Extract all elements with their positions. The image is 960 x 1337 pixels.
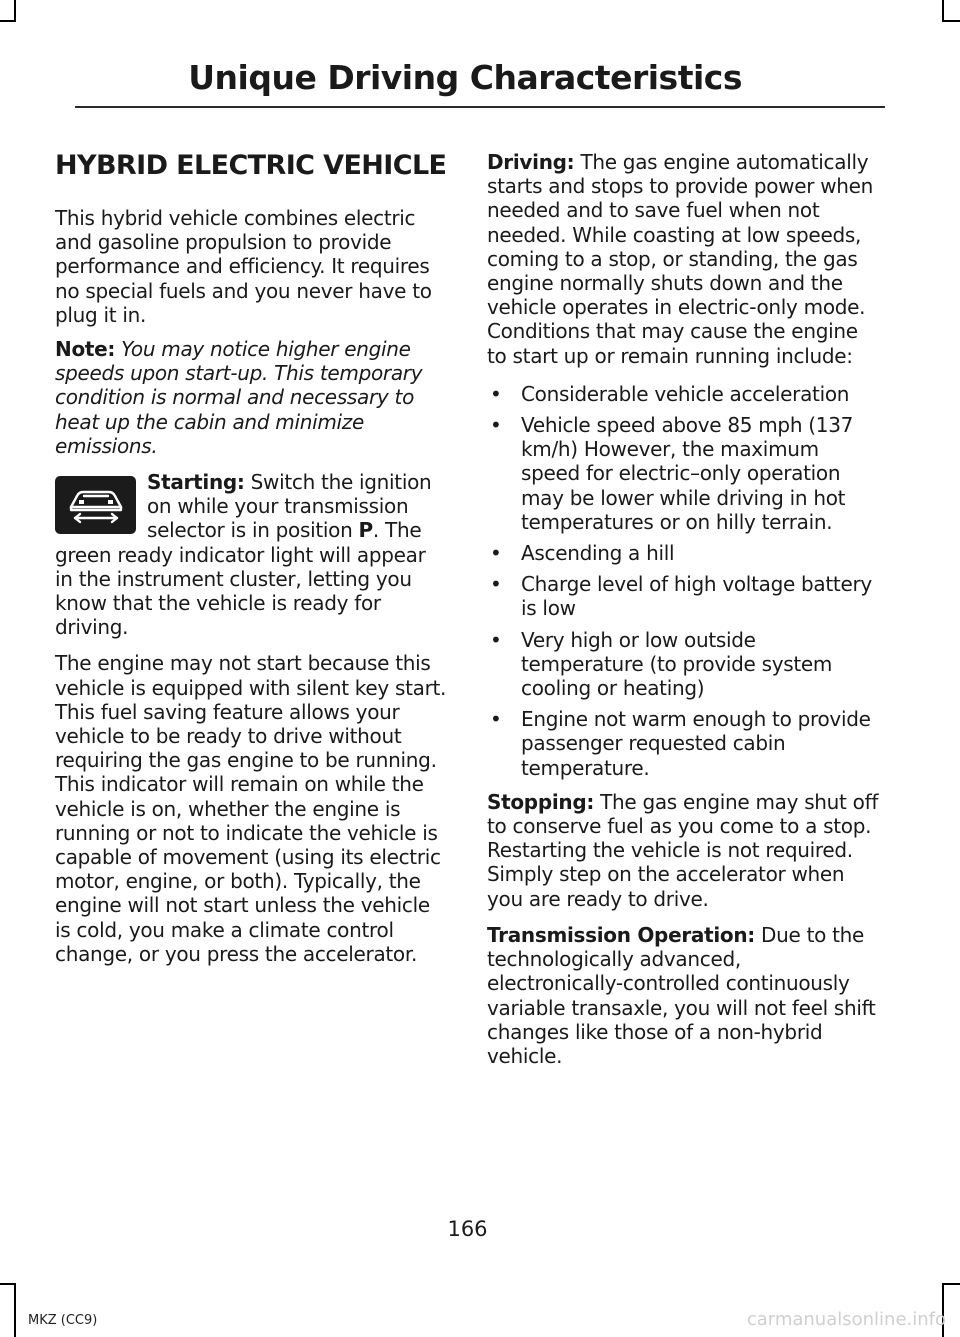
list-item: [487, 572, 880, 620]
intro-paragraph: This hybrid vehicle combines electric and gasoline propulsion to provide performance and efficiency. It requires no special fuels and you never have to plug it in.: [55, 206, 432, 327]
bullet-glyph: •: [490, 572, 502, 597]
starting-text-b: . The green ready indicator light will appear in the instrument cluster, letting you know that the vehicle is ready for driving.: [55, 518, 426, 640]
driving-paragraph: [487, 150, 880, 368]
list-item-text: Charge level of high voltage battery is low: [521, 572, 872, 621]
bullet-glyph: •: [490, 413, 502, 438]
note-label: Note:: [55, 337, 116, 362]
note-text: You may notice higher engine speeds upon start-up. This temporary condition is normal and necessary to heat up the cabin and minimize emissions.: [55, 337, 423, 458]
crop-mark-top-left-h: [0, 20, 16, 22]
crop-mark-top-left-v: [14, 0, 16, 22]
selector-position-p: P: [358, 518, 373, 543]
section-heading: HYBRID ELECTRIC VEHICLE: [55, 150, 447, 181]
stopping-paragraph: [487, 790, 880, 911]
header-rule: [75, 106, 885, 108]
starting-paragraph: [55, 470, 447, 639]
stopping-text: The gas engine may shut off to conserve fuel as you come to a stop. Restarting the vehicle is not required. Simply step on the accelerator when you are ready to drive.: [487, 789, 879, 911]
crop-mark-top-right-h: [942, 20, 960, 22]
crop-mark-bottom-left-v: [14, 1283, 16, 1337]
starting-label: Starting:: [147, 470, 245, 495]
crop-mark-top-right-v: [942, 0, 944, 22]
starting-text-a: Switch the ignition on while your transmission selector is in position: [147, 470, 432, 543]
transmission-text: Due to the technologically advanced, electronically-controlled continuously variable transaxle, you will not feel shift changes like those of a non-hybrid vehicle.: [487, 922, 876, 1068]
left-column: [55, 150, 447, 976]
ready-indicator-car-icon: [55, 476, 136, 534]
transmission-label: Transmission Operation:: [487, 922, 755, 947]
crop-mark-bottom-left-h: [0, 1283, 16, 1285]
list-item-text: Very high or low outside temperature (to provide system cooling or heating): [521, 627, 833, 701]
note-paragraph: [55, 337, 447, 458]
list-item-text: Engine not warm enough to provide passenger requested cabin temperature.: [521, 707, 871, 780]
watermark-text: carmanualsonline.info: [746, 1309, 946, 1330]
stopping-label: Stopping:: [487, 789, 595, 814]
list-item: [487, 382, 880, 406]
list-item: [487, 413, 880, 534]
list-item: [487, 541, 880, 565]
bullet-glyph: •: [490, 541, 502, 566]
page-number: 166: [447, 1217, 488, 1241]
silent-start-paragraph: The engine may not start because this vehicle is equipped with silent key start. This fuel saving feature allows your vehicle to be ready to drive without requiring the gas engine to be running. This indicator will remain on while the vehicle is on, whether the engine is running or not to indicate the vehicle is capable of movement (using its electric motor, engine, or both). Typically, the engine will not start unless the vehicle is cold, you make a climate control change, or you press the accelerator.: [55, 651, 447, 966]
list-item-text: Ascending a hill: [521, 541, 675, 566]
bullet-glyph: •: [490, 381, 502, 406]
list-item: [487, 707, 880, 780]
footer-model-label: MKZ (CC9): [28, 1313, 98, 1328]
right-column: [487, 150, 880, 1078]
bullet-glyph: •: [490, 627, 502, 652]
transmission-paragraph: [487, 923, 880, 1068]
driving-text: The gas engine automatically starts and stops to provide power when needed and to save fuel when not needed. While coasting at low speeds, coming to a stop, or standing, the gas engine normally shuts down and the vehicle operates in electric-only mode. Conditions that may cause the engine to start up or remain running include:: [487, 150, 874, 368]
bullet-glyph: •: [490, 707, 502, 732]
engine-start-conditions-list: [487, 382, 880, 780]
list-item-text: Vehicle speed above 85 mph (137 km/h) However, the maximum speed for electric–only operation may be lower while driving in hot temperatures or on hilly terrain.: [521, 413, 854, 534]
list-item: [487, 628, 880, 701]
driving-label: Driving:: [487, 150, 575, 174]
list-item-text: Considerable vehicle acceleration: [521, 381, 850, 406]
page-header-title: Unique Driving Characteristics: [188, 58, 742, 97]
crop-mark-bottom-right-h: [942, 1283, 960, 1285]
